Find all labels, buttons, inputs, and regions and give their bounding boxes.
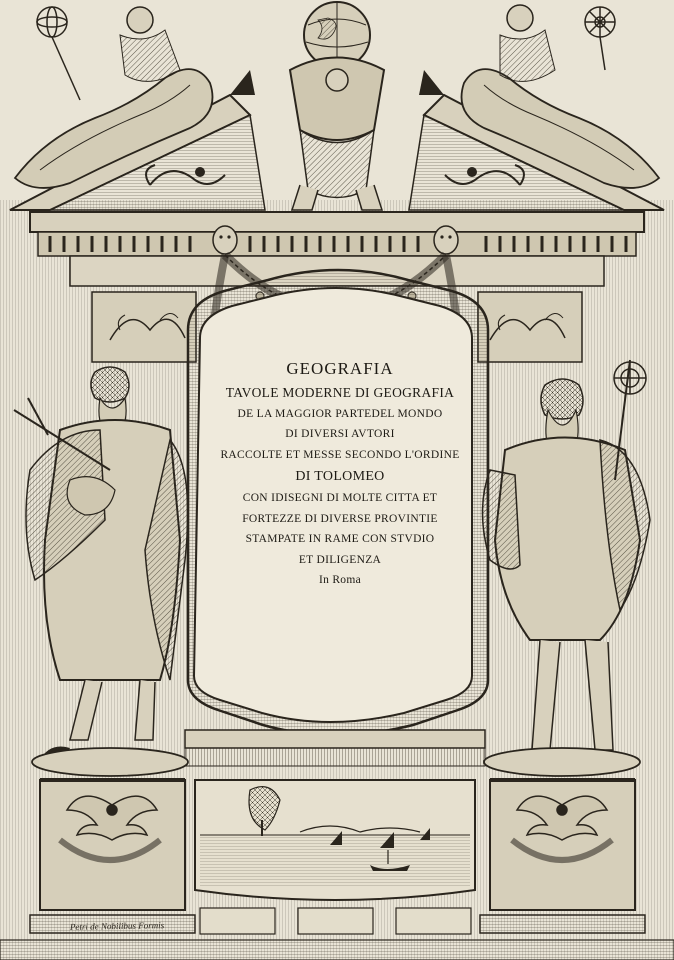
mask-right: [434, 226, 458, 254]
title-line-8: STAMPATE IN RAME CON STVDIO: [245, 533, 435, 545]
title-line-6: CON IDISEGNI DI MOLTE CITTA ET: [242, 492, 438, 504]
title-line-2: DE LA MAGGIOR PARTEDEL MONDO: [237, 407, 443, 420]
title-line-7: FORTEZZE DI DIVERSE PROVINTIE: [242, 512, 438, 525]
title-line-5: DI TOLOMEO: [295, 469, 385, 484]
title-line-10: In Roma: [318, 574, 362, 586]
engraver-signature: Petri de Nobilibus Formis: [69, 920, 165, 932]
panel-right-foliage: [478, 292, 582, 362]
title-line-3: DI DIVERSI AVTORI: [285, 428, 395, 440]
title-heading: GEOGRAFIA: [286, 359, 394, 378]
astrolabe-held-icon: [614, 362, 646, 394]
title-line-9: ET DILIGENZA: [298, 553, 382, 566]
title-line-1: TAVOLE MODERNE DI GEOGRAFIA: [225, 385, 455, 400]
seascape-panel: [195, 780, 475, 900]
title-text-block: [205, 360, 475, 596]
panel-left-foliage: [92, 292, 196, 362]
mask-left: [213, 226, 237, 254]
title-line-4: RACCOLTE ET MESSE SECONDO L'ORDINE: [220, 448, 460, 461]
base-ledge: [185, 730, 485, 766]
